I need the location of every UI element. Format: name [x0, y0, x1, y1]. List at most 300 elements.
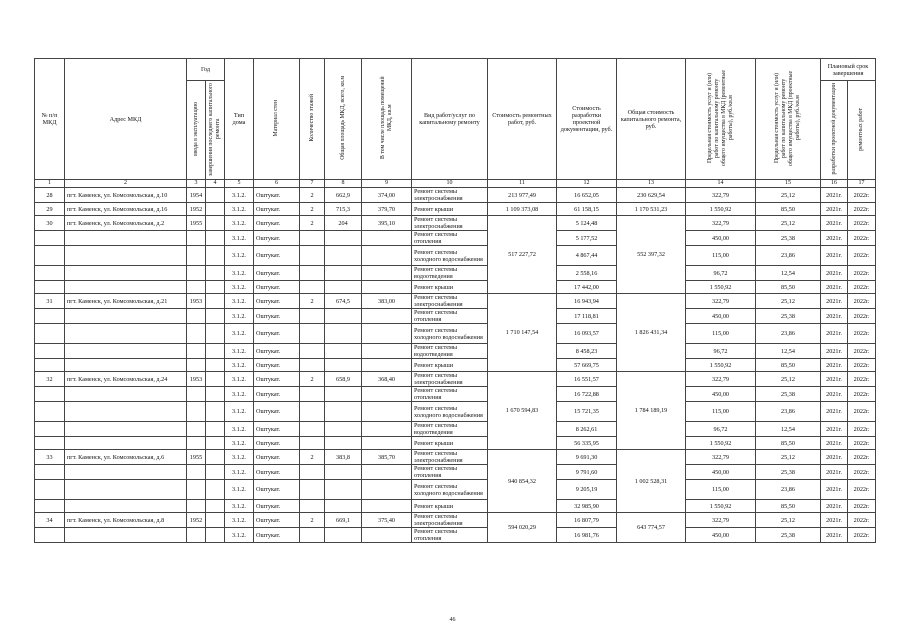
cell-num	[35, 387, 65, 402]
cell-year: 1953	[187, 372, 206, 387]
cell-last-repair	[206, 513, 225, 528]
column-number: 11	[488, 180, 557, 188]
cell-num	[35, 359, 65, 372]
header-address: Адрес МКД	[65, 59, 187, 180]
cell-res	[362, 402, 412, 422]
header-work-type: Вид работ/услуг по капитальному ремонту	[412, 59, 488, 180]
cell-num	[35, 422, 65, 437]
cell-year	[187, 480, 206, 500]
cell-mat: Оштукат.	[254, 387, 300, 402]
cell-design: 16 551,57	[557, 372, 617, 387]
header-floors: Количество этажей	[300, 59, 325, 180]
cell-l1: 450,00	[686, 465, 756, 480]
cell-p2: 2022г.	[848, 359, 876, 372]
cell-year: 1952	[187, 513, 206, 528]
cell-addr	[65, 387, 187, 402]
cell-p2: 2022г.	[848, 216, 876, 231]
cell-total: 1 002 528,31	[617, 450, 686, 513]
cell-l2: 23,86	[756, 402, 821, 422]
cell-year	[187, 309, 206, 324]
cell-p2: 2022г.	[848, 387, 876, 402]
column-number: 13	[617, 180, 686, 188]
cell-work: Ремонт системы водоотведения	[412, 266, 488, 281]
cell-mat: Оштукат.	[254, 465, 300, 480]
cell-last-repair	[206, 344, 225, 359]
cell-year	[187, 465, 206, 480]
cell-total: 230 629,54	[617, 188, 686, 203]
cell-work: Ремонт системы электроснабжения	[412, 294, 488, 309]
cell-last-repair	[206, 216, 225, 231]
cell-work: Ремонт системы холодного водоснабжения	[412, 402, 488, 422]
cell-type: 3.1.2.	[225, 188, 254, 203]
cell-total: 1 170 531,23	[617, 203, 686, 216]
table-row	[35, 246, 876, 266]
cell-l1: 322,79	[686, 513, 756, 528]
cell-design: 32 985,90	[557, 500, 617, 513]
cell-p2: 2022г.	[848, 437, 876, 450]
cell-addr	[65, 422, 187, 437]
cell-l2: 85,50	[756, 437, 821, 450]
cell-addr	[65, 359, 187, 372]
cell-mat: Оштукат.	[254, 324, 300, 344]
cell-design: 9 205,19	[557, 480, 617, 500]
cell-l1: 115,00	[686, 246, 756, 266]
cell-area: 204	[325, 216, 362, 231]
header-limit-cost-design: Предельная стоимость услуг и (или) работ по капитальному ремонту общего имущества в МКД (проектные работы), руб./кв.м	[756, 59, 821, 180]
cell-addr: пгт. Каменск, ул. Комсомольская, д.10	[65, 188, 187, 203]
cell-l2: 23,86	[756, 246, 821, 266]
cell-mat: Оштукат.	[254, 246, 300, 266]
table-row	[35, 422, 876, 437]
cell-year	[187, 231, 206, 246]
cell-res: 375,40	[362, 513, 412, 528]
cell-fl	[300, 465, 325, 480]
cell-work: Ремонт системы отопления	[412, 387, 488, 402]
cell-area	[325, 281, 362, 294]
cell-cost: 1 710 147,54	[488, 294, 557, 372]
cell-last-repair	[206, 480, 225, 500]
table-row	[35, 387, 876, 402]
cell-addr	[65, 437, 187, 450]
cell-l1: 322,79	[686, 450, 756, 465]
cell-type: 3.1.2.	[225, 513, 254, 528]
cell-mat: Оштукат.	[254, 281, 300, 294]
cell-num: 33	[35, 450, 65, 465]
cell-p1: 2021г.	[821, 480, 848, 500]
column-number: 6	[254, 180, 300, 188]
cell-num	[35, 402, 65, 422]
cell-addr: пгт. Каменск, ул. Комсомольская, д.2	[65, 216, 187, 231]
cell-year	[187, 528, 206, 543]
cell-area: 662,9	[325, 188, 362, 203]
cell-type: 3.1.2.	[225, 422, 254, 437]
column-number: 8	[325, 180, 362, 188]
cell-p2: 2022г.	[848, 450, 876, 465]
cell-year: 1954	[187, 188, 206, 203]
cell-fl	[300, 266, 325, 281]
cell-num	[35, 344, 65, 359]
cell-p1: 2021г.	[821, 294, 848, 309]
cell-p1: 2021г.	[821, 309, 848, 324]
column-number: 1	[35, 180, 65, 188]
cell-p2: 2022г.	[848, 500, 876, 513]
cell-num	[35, 480, 65, 500]
cell-design: 8 458,23	[557, 344, 617, 359]
cell-res	[362, 359, 412, 372]
header-residential-area: В том числе площадь помещений МКД, кв.м	[362, 59, 412, 180]
cell-last-repair	[206, 402, 225, 422]
cell-p2: 2022г.	[848, 231, 876, 246]
cell-res	[362, 480, 412, 500]
cell-design: 61 158,15	[557, 203, 617, 216]
cell-type: 3.1.2.	[225, 500, 254, 513]
column-number: 12	[557, 180, 617, 188]
header-total-cost: Общая стоимость капитального ремонта, руб.	[617, 59, 686, 180]
cell-p2: 2022г.	[848, 309, 876, 324]
cell-p2: 2022г.	[848, 246, 876, 266]
table-row	[35, 281, 876, 294]
cell-last-repair	[206, 266, 225, 281]
cell-num: 32	[35, 372, 65, 387]
cell-p1: 2021г.	[821, 216, 848, 231]
cell-year	[187, 266, 206, 281]
cell-design: 57 669,75	[557, 359, 617, 372]
cell-addr	[65, 402, 187, 422]
cell-work: Ремонт системы электроснабжения	[412, 188, 488, 203]
cell-addr: пгт. Каменск, ул. Комсомольская, д.24	[65, 372, 187, 387]
cell-p2: 2022г.	[848, 465, 876, 480]
cell-fl: 2	[300, 513, 325, 528]
cell-last-repair	[206, 246, 225, 266]
table-row	[35, 188, 876, 203]
cell-cost: 940 854,32	[488, 450, 557, 513]
cell-fl	[300, 324, 325, 344]
cell-type: 3.1.2.	[225, 324, 254, 344]
cell-type: 3.1.2.	[225, 266, 254, 281]
cell-addr	[65, 465, 187, 480]
cell-p1: 2021г.	[821, 513, 848, 528]
cell-design: 5 124,48	[557, 216, 617, 231]
cell-type: 3.1.2.	[225, 437, 254, 450]
cell-l2: 25,12	[756, 372, 821, 387]
cell-l1: 96,72	[686, 266, 756, 281]
table-row	[35, 359, 876, 372]
cell-l1: 322,79	[686, 188, 756, 203]
cell-fl	[300, 480, 325, 500]
cell-p2: 2022г.	[848, 422, 876, 437]
cell-mat: Оштукат.	[254, 513, 300, 528]
cell-l1: 96,72	[686, 422, 756, 437]
cell-mat: Оштукат.	[254, 203, 300, 216]
cell-l2: 25,38	[756, 528, 821, 543]
cell-l2: 85,50	[756, 500, 821, 513]
cell-last-repair	[206, 450, 225, 465]
cell-area	[325, 422, 362, 437]
cell-year	[187, 402, 206, 422]
cell-res	[362, 231, 412, 246]
cell-res	[362, 266, 412, 281]
cell-type: 3.1.2.	[225, 231, 254, 246]
table-row	[35, 450, 876, 465]
cell-res	[362, 246, 412, 266]
cell-design: 15 721,35	[557, 402, 617, 422]
cell-mat: Оштукат.	[254, 266, 300, 281]
cell-l1: 1 550,92	[686, 281, 756, 294]
page-number: 46	[449, 617, 456, 623]
cell-type: 3.1.2.	[225, 309, 254, 324]
header-total-area: Общая площадь МКД, всего, кв.м	[325, 59, 362, 180]
table-row	[35, 528, 876, 543]
cell-year	[187, 324, 206, 344]
column-number-row	[35, 180, 876, 188]
column-number: 9	[362, 180, 412, 188]
cell-work: Ремонт системы электроснабжения	[412, 372, 488, 387]
cell-num: 31	[35, 294, 65, 309]
cell-res: 374,00	[362, 188, 412, 203]
cell-num	[35, 231, 65, 246]
header-num: № п/п МКД	[35, 59, 65, 180]
cell-num	[35, 465, 65, 480]
cell-p2: 2022г.	[848, 188, 876, 203]
cell-l2: 25,38	[756, 309, 821, 324]
cell-num	[35, 528, 65, 543]
table-row	[35, 324, 876, 344]
column-number: 3	[187, 180, 206, 188]
cell-fl	[300, 437, 325, 450]
cell-area	[325, 465, 362, 480]
cell-mat: Оштукат.	[254, 402, 300, 422]
cell-year	[187, 422, 206, 437]
cell-res: 368,40	[362, 372, 412, 387]
cell-fl	[300, 246, 325, 266]
cell-work: Ремонт системы отопления	[412, 528, 488, 543]
cell-design: 16 652,05	[557, 188, 617, 203]
cell-last-repair	[206, 359, 225, 372]
table-row	[35, 309, 876, 324]
cell-cost: 594 020,29	[488, 513, 557, 543]
cell-last-repair	[206, 188, 225, 203]
cell-fl	[300, 344, 325, 359]
cell-fl	[300, 309, 325, 324]
cell-res	[362, 324, 412, 344]
cell-p1: 2021г.	[821, 372, 848, 387]
cell-design: 17 118,81	[557, 309, 617, 324]
cell-mat: Оштукат.	[254, 294, 300, 309]
cell-type: 3.1.2.	[225, 246, 254, 266]
cell-total: 643 774,57	[617, 513, 686, 543]
cell-l1: 1 550,92	[686, 203, 756, 216]
cell-res	[362, 500, 412, 513]
cell-res	[362, 281, 412, 294]
column-number: 14	[686, 180, 756, 188]
table-row	[35, 372, 876, 387]
cell-l2: 12,54	[756, 266, 821, 281]
cell-l1: 115,00	[686, 324, 756, 344]
cell-year: 1953	[187, 294, 206, 309]
cell-work: Ремонт системы водоотведения	[412, 344, 488, 359]
cell-p1: 2021г.	[821, 359, 848, 372]
cell-p1: 2021г.	[821, 344, 848, 359]
cell-type: 3.1.2.	[225, 216, 254, 231]
cell-fl: 2	[300, 203, 325, 216]
column-number: 4	[206, 180, 225, 188]
cell-p2: 2022г.	[848, 480, 876, 500]
cell-fl: 2	[300, 216, 325, 231]
cell-design: 56 335,95	[557, 437, 617, 450]
cell-p2: 2022г.	[848, 402, 876, 422]
cell-cost: 1 109 373,08	[488, 203, 557, 216]
cell-type: 3.1.2.	[225, 387, 254, 402]
cell-type: 3.1.2.	[225, 203, 254, 216]
cell-fl	[300, 528, 325, 543]
table-row	[35, 266, 876, 281]
column-number: 16	[821, 180, 848, 188]
cell-mat: Оштукат.	[254, 188, 300, 203]
cell-l1: 450,00	[686, 387, 756, 402]
cell-year	[187, 344, 206, 359]
cell-p1: 2021г.	[821, 387, 848, 402]
cell-fl: 2	[300, 372, 325, 387]
cell-num	[35, 309, 65, 324]
cell-l2: 25,12	[756, 188, 821, 203]
cell-mat: Оштукат.	[254, 372, 300, 387]
cell-res: 395,10	[362, 216, 412, 231]
cell-last-repair	[206, 309, 225, 324]
table-row	[35, 465, 876, 480]
cell-work: Ремонт крыши	[412, 500, 488, 513]
cell-area	[325, 309, 362, 324]
cell-p2: 2022г.	[848, 281, 876, 294]
cell-num: 30	[35, 216, 65, 231]
cell-fl	[300, 402, 325, 422]
cell-addr	[65, 266, 187, 281]
column-number: 17	[848, 180, 876, 188]
cell-design: 9 691,30	[557, 450, 617, 465]
cell-design: 17 442,00	[557, 281, 617, 294]
cell-work: Ремонт системы отопления	[412, 309, 488, 324]
cell-p1: 2021г.	[821, 203, 848, 216]
cell-fl	[300, 387, 325, 402]
cell-work: Ремонт системы водоотведения	[412, 422, 488, 437]
table-row	[35, 231, 876, 246]
cell-year	[187, 387, 206, 402]
table-row	[35, 294, 876, 309]
cell-p1: 2021г.	[821, 450, 848, 465]
cell-p2: 2022г.	[848, 203, 876, 216]
cell-addr	[65, 344, 187, 359]
header-year-group: Год	[187, 59, 225, 81]
cell-l1: 322,79	[686, 294, 756, 309]
cell-year: 1955	[187, 450, 206, 465]
cell-design: 16 722,88	[557, 387, 617, 402]
cell-p2: 2022г.	[848, 344, 876, 359]
cell-l1: 115,00	[686, 402, 756, 422]
cell-res: 385,70	[362, 450, 412, 465]
cell-area	[325, 387, 362, 402]
cell-mat: Оштукат.	[254, 500, 300, 513]
cell-cost: 517 227,72	[488, 216, 557, 294]
cell-area	[325, 480, 362, 500]
cell-l1: 1 550,92	[686, 437, 756, 450]
cell-area: 383,8	[325, 450, 362, 465]
cell-addr	[65, 324, 187, 344]
table-row	[35, 500, 876, 513]
cell-work: Ремонт системы холодного водоснабжения	[412, 246, 488, 266]
cell-num	[35, 281, 65, 294]
cell-addr	[65, 480, 187, 500]
cell-mat: Оштукат.	[254, 480, 300, 500]
cell-last-repair	[206, 500, 225, 513]
cell-num: 28	[35, 188, 65, 203]
cell-l1: 450,00	[686, 528, 756, 543]
cell-last-repair	[206, 324, 225, 344]
cell-year	[187, 437, 206, 450]
cell-fl	[300, 231, 325, 246]
header-year-last-repair: завершения последнего капитального ремонта	[206, 81, 225, 180]
cell-addr: пгт. Каменск, ул. Комсомольская, д.21	[65, 294, 187, 309]
cell-num: 34	[35, 513, 65, 528]
cell-design: 5 177,52	[557, 231, 617, 246]
cell-l2: 12,54	[756, 422, 821, 437]
table-row	[35, 480, 876, 500]
cell-p2: 2022г.	[848, 528, 876, 543]
cell-res	[362, 387, 412, 402]
cell-last-repair	[206, 437, 225, 450]
cell-p1: 2021г.	[821, 231, 848, 246]
cell-addr	[65, 500, 187, 513]
cell-area: 658,9	[325, 372, 362, 387]
cell-l1: 96,72	[686, 344, 756, 359]
cell-addr: пгт. Каменск, ул. Комсомольская, д.6	[65, 450, 187, 465]
cell-l2: 25,12	[756, 216, 821, 231]
cell-l1: 322,79	[686, 216, 756, 231]
cell-l2: 25,12	[756, 450, 821, 465]
cell-addr	[65, 309, 187, 324]
cell-num	[35, 266, 65, 281]
cell-type: 3.1.2.	[225, 480, 254, 500]
cell-l2: 12,54	[756, 344, 821, 359]
cell-type: 3.1.2.	[225, 372, 254, 387]
cell-p1: 2021г.	[821, 422, 848, 437]
cell-work: Ремонт системы электроснабжения	[412, 450, 488, 465]
cell-p1: 2021г.	[821, 281, 848, 294]
cell-area: 715,3	[325, 203, 362, 216]
cell-res	[362, 422, 412, 437]
cell-design: 8 262,61	[557, 422, 617, 437]
header-house-type: Тип дома	[225, 59, 254, 180]
cell-work: Ремонт системы холодного водоснабжения	[412, 480, 488, 500]
cell-addr	[65, 246, 187, 266]
cell-fl: 2	[300, 294, 325, 309]
cell-design: 16 807,79	[557, 513, 617, 528]
cell-p2: 2022г.	[848, 294, 876, 309]
cell-work: Ремонт системы холодного водоснабжения	[412, 324, 488, 344]
cell-area: 669,1	[325, 513, 362, 528]
cell-year	[187, 281, 206, 294]
header-wall-material: Материал стен	[254, 59, 300, 180]
cell-l2: 23,86	[756, 480, 821, 500]
cell-work: Ремонт системы отопления	[412, 231, 488, 246]
cell-addr	[65, 528, 187, 543]
cell-type: 3.1.2.	[225, 528, 254, 543]
cell-area	[325, 500, 362, 513]
cell-p1: 2021г.	[821, 465, 848, 480]
cell-type: 3.1.2.	[225, 402, 254, 422]
cell-area	[325, 231, 362, 246]
cell-work: Ремонт крыши	[412, 359, 488, 372]
cell-fl: 2	[300, 450, 325, 465]
cell-area	[325, 324, 362, 344]
